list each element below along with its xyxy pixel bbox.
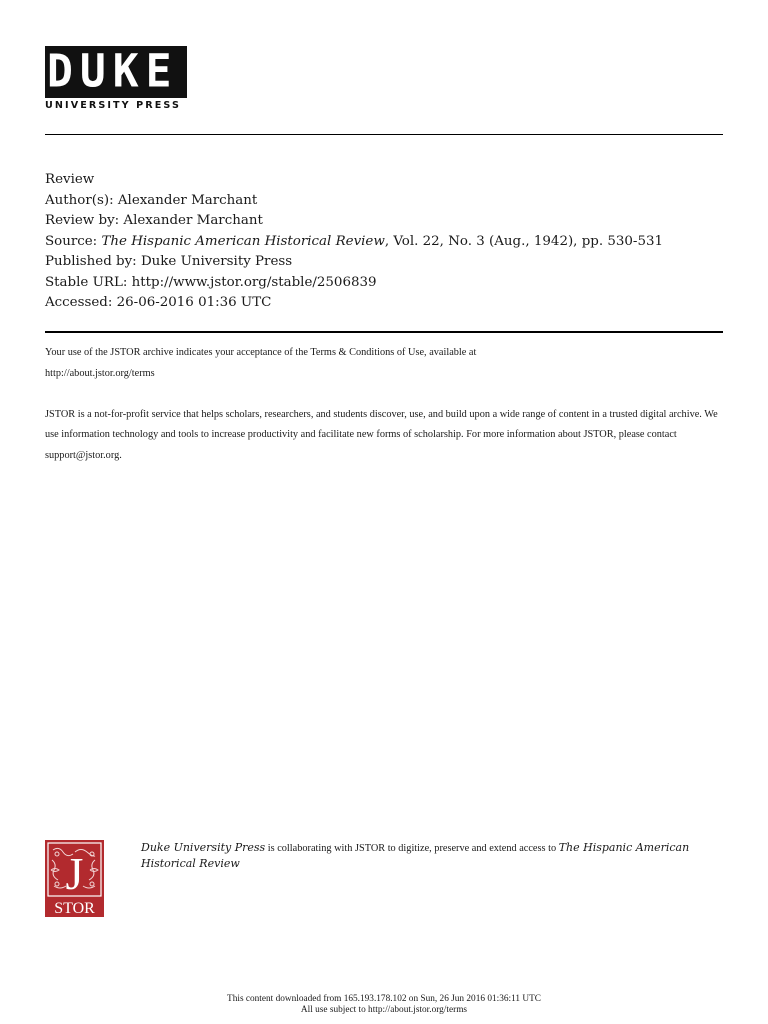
jstor-logo-text: STOR (54, 900, 95, 917)
accessed-value: 26-06-2016 01:36 UTC (116, 295, 272, 310)
jstor-description: JSTOR is a not-for-profit service that helps scholars, researchers, and students discover, use, and build upon a wide range of content in a trusted digital archive. We use information technology and tools to increase productivity and facilitate new forms of scholarship. For more information about JSTOR, please contact support@jstor.org. (45, 408, 718, 461)
logo-subtitle: UNIVERSITY PRESS (45, 100, 182, 111)
stable-url-link[interactable]: http://www.jstor.org/stable/2506839 (131, 274, 377, 290)
collaboration-publisher: Duke University Press (141, 841, 266, 854)
jstor-logo (45, 840, 104, 917)
logo-wordmark-block (45, 46, 187, 98)
footer-download-line: This content downloaded from 165.193.178.102 on Sun, 26 Jun 2016 01:36:11 UTC (227, 994, 541, 1004)
jstor-logo-graphic (45, 840, 104, 917)
source-details: , Vol. 22, No. 3 (Aug., 1942), pp. 530-531 (384, 233, 663, 249)
review-by-label: Review by: (45, 213, 120, 228)
citation-type: Review (45, 172, 95, 187)
stable-url-label: Stable URL: (45, 274, 128, 290)
collaboration-statement (141, 840, 701, 872)
citation-accessed-line (45, 293, 663, 314)
collaboration-middle-text: is collaborating with JSTOR to digitize, preserve and extend access to (265, 843, 559, 854)
citation-authors-line (45, 191, 663, 212)
terms-url-link[interactable]: http://about.jstor.org/terms (45, 367, 155, 379)
review-by-value: Alexander Marchant (123, 213, 263, 228)
jstor-logo-letter: J (65, 848, 84, 899)
accessed-label: Accessed: (45, 295, 113, 310)
top-divider (45, 134, 723, 135)
authors-value: Alexander Marchant (117, 192, 258, 208)
citation-published-line (45, 252, 663, 273)
source-journal: The Hispanic American Historical Review (101, 233, 385, 249)
terms-notice (45, 343, 725, 466)
authors-label: Author(s): (45, 192, 114, 208)
download-footer (0, 994, 768, 1016)
terms-line: Your use of the JSTOR archive indicates your acceptance of the Terms & Conditions of Use, available at (45, 347, 477, 358)
duke-university-press-logo (45, 46, 187, 112)
citation-source-line (45, 232, 663, 253)
footer-terms-line: All use subject to http://about.jstor.org/terms (300, 1005, 468, 1015)
published-value: Duke University Press (140, 254, 293, 269)
citation-block (45, 170, 663, 314)
logo-wordmark: DUKE (47, 45, 179, 99)
published-label: Published by: (45, 254, 137, 269)
citation-review-by-line (45, 211, 663, 232)
source-label: Source: (45, 233, 98, 249)
collaboration-journal: The Hispanic American Historical Review (141, 841, 690, 870)
middle-divider (45, 331, 723, 333)
citation-stable-url-line (45, 273, 663, 294)
